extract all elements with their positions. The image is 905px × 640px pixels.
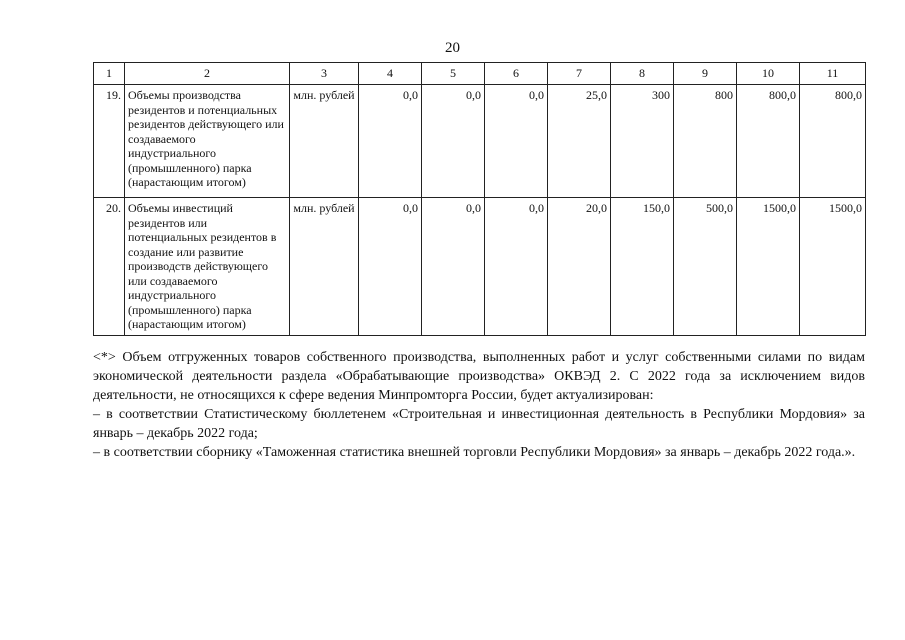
footnote bbox=[93, 348, 865, 462]
value-cell: 0,0 bbox=[359, 85, 422, 198]
indicators-table bbox=[93, 62, 866, 336]
value-cell: 0,0 bbox=[359, 198, 422, 336]
value-cell: 0,0 bbox=[485, 85, 548, 198]
value-cell: 1500,0 bbox=[800, 198, 866, 336]
table-row bbox=[94, 198, 866, 336]
row-number: 20. bbox=[94, 198, 125, 336]
page-number: 20 bbox=[445, 40, 460, 56]
column-header: 11 bbox=[800, 63, 866, 85]
value-cell: 0,0 bbox=[485, 198, 548, 336]
unit-cell: млн. рублей bbox=[290, 198, 359, 336]
row-number: 19. bbox=[94, 85, 125, 198]
column-header: 2 bbox=[125, 63, 290, 85]
value-cell: 20,0 bbox=[548, 198, 611, 336]
value-cell: 1500,0 bbox=[737, 198, 800, 336]
value-cell: 800,0 bbox=[800, 85, 866, 198]
unit-cell: млн. рублей bbox=[290, 85, 359, 198]
value-cell: 25,0 bbox=[548, 85, 611, 198]
footnote-item: – в соответствии Статистическому бюллетенем «Строительная и инвестиционная деятельность в Республики Мордовия» за январь – декабрь 2022 года; bbox=[93, 407, 865, 441]
column-header: 8 bbox=[611, 63, 674, 85]
column-header: 5 bbox=[422, 63, 485, 85]
column-header: 7 bbox=[548, 63, 611, 85]
value-cell: 800 bbox=[674, 85, 737, 198]
indicator-name: Объемы инвестиций резидентов или потенциальных резидентов в создание или развитие производств действующего или создаваемого индустриального (промышленного) парка (нарастающим итогом) bbox=[125, 198, 290, 336]
column-header: 10 bbox=[737, 63, 800, 85]
value-cell: 150,0 bbox=[611, 198, 674, 336]
indicator-name: Объемы производства резидентов и потенциальных резидентов действующего или создаваемого индустриального (промышленного) парка (нарастающим итогом) bbox=[125, 85, 290, 198]
value-cell: 800,0 bbox=[737, 85, 800, 198]
value-cell: 0,0 bbox=[422, 198, 485, 336]
column-header: 4 bbox=[359, 63, 422, 85]
column-header: 1 bbox=[94, 63, 125, 85]
table-header-row bbox=[94, 63, 866, 85]
value-cell: 500,0 bbox=[674, 198, 737, 336]
column-header: 3 bbox=[290, 63, 359, 85]
footnote-main: <*> Объем отгруженных товаров собственного производства, выполненных работ и услуг собственными силами по видам экономической деятельности раздела «Обрабатывающие производства» ОКВЭД 2. С 2022 года за исключением видов деятельности, не относящихся к сфере ведения Минпромторга России, будет актуализирован: bbox=[93, 350, 865, 403]
value-cell: 0,0 bbox=[422, 85, 485, 198]
column-header: 6 bbox=[485, 63, 548, 85]
column-header: 9 bbox=[674, 63, 737, 85]
table-row bbox=[94, 85, 866, 198]
value-cell: 300 bbox=[611, 85, 674, 198]
footnote-item: – в соответствии сборнику «Таможенная статистика внешней торговли Республики Мордовия» за январь – декабрь 2022 года.». bbox=[93, 445, 856, 460]
